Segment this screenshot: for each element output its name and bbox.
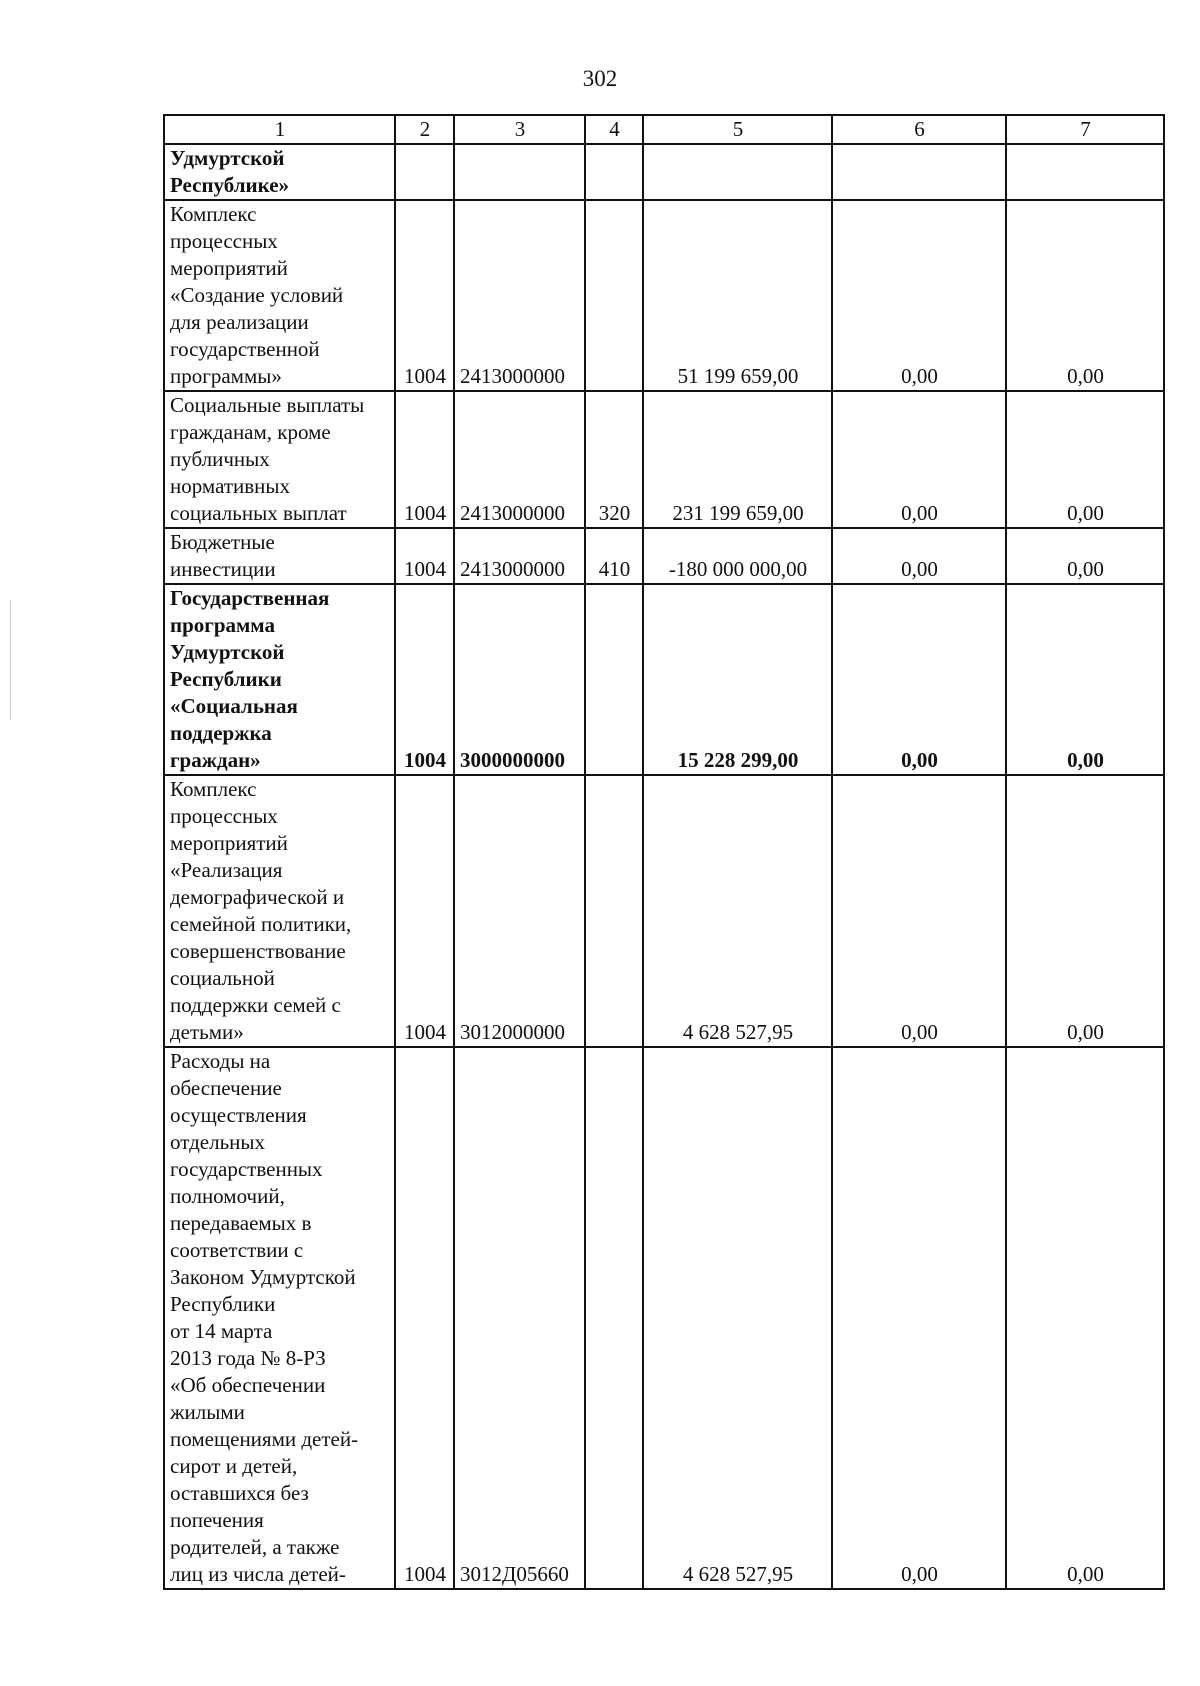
expense-type-cell (585, 584, 643, 775)
header-cell: 7 (1006, 115, 1164, 144)
description-cell (164, 775, 395, 1047)
description-text: Бюджетные инвестиции (170, 530, 276, 581)
target-article-cell: 2413000000 (454, 528, 585, 584)
description-text: Удмуртской Республике» (170, 146, 290, 197)
header-cell: 5 (643, 115, 832, 144)
description-text: Комплекс процессных мероприятий «Создание условий для реализации государственной программы» (170, 202, 344, 388)
col7-cell (1006, 144, 1164, 200)
target-article-cell: 2413000000 (454, 200, 585, 391)
col7-cell: 0,00 (1006, 1047, 1164, 1589)
description-cell (164, 391, 395, 528)
expense-type-cell (585, 1047, 643, 1589)
target-article-cell: 2413000000 (454, 391, 585, 528)
col7-cell: 0,00 (1006, 584, 1164, 775)
target-article-cell: 3000000000 (454, 584, 585, 775)
target-article-cell: 3012Д05660 (454, 1047, 585, 1589)
header-cell: 1 (164, 115, 395, 144)
col6-cell: 0,00 (832, 775, 1006, 1047)
table-row (164, 144, 1164, 200)
col6-cell: 0,00 (832, 584, 1006, 775)
table-row (164, 775, 1164, 1047)
sum-cell: 231 199 659,00 (643, 391, 832, 528)
description-text: Государственная программа Удмуртской Республики «Социальная поддержка граждан» (170, 586, 330, 772)
expense-type-cell: 410 (585, 528, 643, 584)
header-cell: 3 (454, 115, 585, 144)
table-row (164, 391, 1164, 528)
page-number: 302 (582, 66, 618, 91)
header-cell: 4 (585, 115, 643, 144)
description-cell (164, 144, 395, 200)
table-header-row (164, 115, 1164, 144)
expense-type-cell: 320 (585, 391, 643, 528)
budget-table (163, 114, 1165, 1590)
col7-cell: 0,00 (1006, 528, 1164, 584)
col6-cell: 0,00 (832, 528, 1006, 584)
expense-type-cell (585, 775, 643, 1047)
scan-margin-mark (10, 600, 11, 720)
header-cell: 2 (395, 115, 454, 144)
sum-cell: 4 628 527,95 (643, 1047, 832, 1589)
expense-type-cell (585, 144, 643, 200)
sum-cell: 4 628 527,95 (643, 775, 832, 1047)
sum-cell: 15 228 299,00 (643, 584, 832, 775)
section-cell: 1004 (395, 200, 454, 391)
col7-cell: 0,00 (1006, 200, 1164, 391)
description-cell (164, 200, 395, 391)
target-article-cell (454, 144, 585, 200)
target-article-cell: 3012000000 (454, 775, 585, 1047)
col6-cell: 0,00 (832, 391, 1006, 528)
table-row (164, 584, 1164, 775)
description-cell (164, 584, 395, 775)
col6-cell: 0,00 (832, 200, 1006, 391)
col7-cell: 0,00 (1006, 391, 1164, 528)
sum-cell: 51 199 659,00 (643, 200, 832, 391)
table-row (164, 1047, 1164, 1589)
col6-cell (832, 144, 1006, 200)
expense-type-cell (585, 200, 643, 391)
table-row (164, 528, 1164, 584)
description-text: Расходы на обеспечение осуществления отдельных государственных полномочий, передаваемых в соответствии с Законом Удмуртской Республики от 14 марта 2013 года № 8-РЗ «Об обеспечении жилыми помещениями детей- сирот и детей, оставшихся без попечения родителей, а также лиц из числа детей- (170, 1049, 359, 1586)
table-row (164, 200, 1164, 391)
header-cell: 6 (832, 115, 1006, 144)
section-cell: 1004 (395, 1047, 454, 1589)
description-text: Социальные выплаты гражданам, кроме публичных нормативных социальных выплат (170, 393, 365, 525)
section-cell: 1004 (395, 391, 454, 528)
col6-cell: 0,00 (832, 1047, 1006, 1589)
col7-cell: 0,00 (1006, 775, 1164, 1047)
description-cell (164, 528, 395, 584)
section-cell (395, 144, 454, 200)
sum-cell: -180 000 000,00 (643, 528, 832, 584)
description-cell (164, 1047, 395, 1589)
section-cell: 1004 (395, 775, 454, 1047)
description-text: Комплекс процессных мероприятий «Реализация демографической и семейной политики, совершенствование социальной поддержки семей с детьми» (170, 777, 352, 1044)
sum-cell (643, 144, 832, 200)
section-cell: 1004 (395, 584, 454, 775)
section-cell: 1004 (395, 528, 454, 584)
